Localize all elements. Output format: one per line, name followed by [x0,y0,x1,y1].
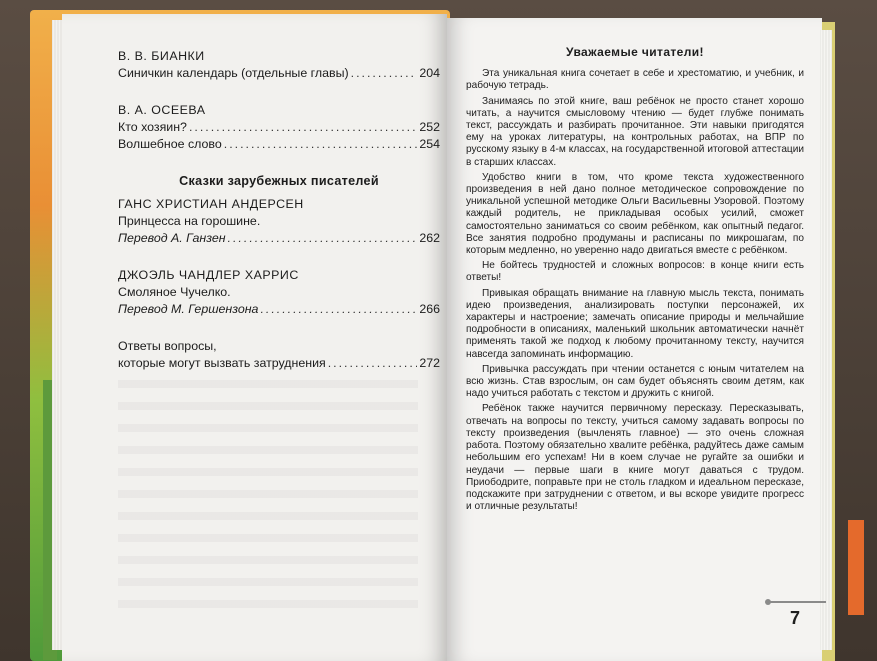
toc-leader [224,136,418,153]
toc-row [118,119,440,136]
table-of-contents [118,48,440,372]
preface-paragraph: Не бойтесь трудностей и сложных вопросов: в конце книги есть ответы! [466,260,804,284]
toc-leader [328,355,418,372]
preface-heading: Уважаемые читатели! [566,45,704,59]
toc-leader [351,65,418,82]
show-through-text [118,380,418,620]
toc-leader [260,301,417,318]
preface-paragraph: Занимаясь по этой книге, ваш ребёнок не просто станет хорошо читать, а научится смысловому чтению — будет глубже понимать текст, рассуждать и разбирать прочитанное. Эти навыки пригодятся ему на уроках литературы, на контрольных работах, на ВПР по русскому языку в 4-м классах, на государственной итоговой аттестации в старших классах. [466,95,804,168]
toc-leader [189,119,417,136]
toc-page: 266 [419,302,440,316]
page-stack-edge-right [820,30,832,650]
toc-plain: Ответы вопросы, [118,339,217,353]
toc-plain: Смоляное Чучелко. [118,285,231,299]
toc-page: 254 [419,137,440,151]
preface-article [466,46,804,516]
toc-author: В. В. БИАНКИ [118,49,205,63]
toc-row [118,65,440,82]
toc-row [118,230,440,247]
page-number-rule [770,601,826,603]
toc-title: Перевод М. Гершензона [118,302,259,316]
toc-title: которые могут вызвать затруднения [118,356,326,370]
preface-paragraph: Эта уникальная книга сочетает в себе и хрестоматию, и учебник, и рабочую тетрадь. [466,68,804,92]
toc-row [118,301,440,318]
toc-page: 252 [419,120,440,134]
toc-section-title: Сказки зарубежных писателей [179,174,379,188]
page-number: 7 [790,608,801,628]
preface-paragraph: Ребёнок также научится первичному пересказу. Пересказывать, отвечать на вопросы по тексту, учиться самому задавать вопросы по тексту произведения (вычленять главное) — это очень сложная работа. Поэтому обязательно хвалите ребёнка, радуйтесь даже самым небольшим его успехам! Ни в коем случае не ругайте за ошибки и неудачи — первые шаги в книге могут даваться с трудом. Приободрите, поправьте при не столь гладком и идеальном пересказе, подскажите при затруднении с ответом, и вы вскоре увидите прогресс и отличные результаты! [466,403,804,513]
toc-page: 262 [419,231,440,245]
toc-title: Кто хозяин? [118,120,187,134]
toc-leader [228,230,418,247]
preface-paragraph: Удобство книги в том, что кроме текста художественного произведения в ней дано полное методическое сопровождение по уникальной успешной методике Ольги Васильевны Узоровой. Поэтому каждый родитель, не прикладывая особых усилий, сможет самостоятельно заниматься со своим ребёнком, как опытный педагог. Все занятия подробно продуманы и расписаны по микрошагам, по которым медленно, но уверенно надо двигаться вместе с ребёнком. [466,171,804,257]
orange-bookmark-tab [848,520,864,615]
preface-paragraph: Привыкая обращать внимание на главную мысль текста, понимать идею произведения, анализировать поступки персонажей, их характеры и настроение; замечать описание природы и мельчайшие подробности в описаниях, маленький школьник автоматически начнёт применять такой же подход к любому прочитанному тексту, научится навсегда запоминать информацию. [466,287,804,360]
toc-title: Волшебное слово [118,137,222,151]
toc-page: 204 [419,66,440,80]
toc-title: Синичкин календарь (отдельные главы) [118,66,349,80]
toc-title: Перевод А. Ганзен [118,231,226,245]
toc-row [118,355,440,372]
toc-author: ДЖОЭЛЬ ЧАНДЛЕР ХАРРИС [118,268,299,282]
toc-row [118,136,440,153]
preface-paragraph: Привычка рассуждать при чтении останется с юным читателем на всю жизнь. Став взрослым, он сам будет объяснять своим детям, как надо учиться работать с текстом и дружить с книгой. [466,363,804,400]
toc-page: 272 [419,356,440,370]
toc-author: ГАНС ХРИСТИАН АНДЕРСЕН [118,197,304,211]
toc-author: В. А. ОСЕЕВА [118,103,206,117]
toc-plain: Принцесса на горошине. [118,214,261,228]
